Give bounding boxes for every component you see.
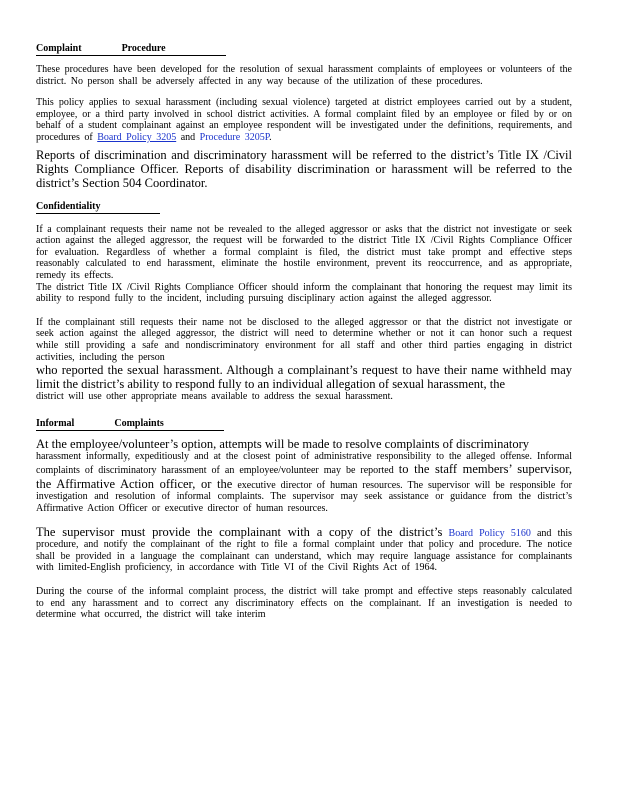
board-policy-3205-link[interactable]: Board Policy 3205 <box>97 131 177 143</box>
informal-complaints-paragraph-1 <box>36 451 572 515</box>
paragraph-text: and <box>180 131 196 143</box>
confidentiality-paragraph-1: If a complainant requests their name not be revealed to the alleged aggressor or asks that the district not investigate or seek action against the alleged aggressor, the request will be forwarded to the district Title IX /Civil Rights Compliance Officer for evaluation. Regardless of whether a formal complaint is filed, the district must take prompt and effective steps reasonably calculated to end harassment, eliminate the hostile environment, prevent its reoccurrence, and as appropriate, remedy its effects. <box>36 223 572 281</box>
paragraph-text: . <box>269 131 272 143</box>
confidentiality-paragraph-3-large: who reported the sexual harassment. Although a complainant’s request to have their name withheld may limit the district’s ability to respond fully to an individual allegation of sexual harassment, the <box>36 363 572 392</box>
informal-complaints-paragraph-2 <box>36 525 572 574</box>
complaint-procedure-heading <box>36 42 226 56</box>
paragraph-text: executive director of human resources. The supervisor will be responsible for investigation and resolution of informal complaints. The supervisor may seek assistance or guidance from the district’s Affirmative Action Officer or executive director of human resources. <box>36 479 572 515</box>
paragraph-text: This policy applies to sexual harassment (including sexual violence) targeted at district employees carried out by a student, employee, or a third party involved in school district activities. A formal complaint filed by an employee or filed by or on behalf of a student complainant against an employee respondent will be investigated under the definitions, requirements, and procedures of <box>36 97 572 143</box>
paragraph-text: harassment informally, expeditiously and at the closest point of administrative responsibility to the alleged offense. Informal complaints of discriminatory harassment of an employee/volunteer may be reported <box>36 450 572 477</box>
board-policy-5160-link[interactable]: Board Policy 5160 <box>448 527 531 539</box>
procedure-3205p-link[interactable]: Procedure 3205P <box>199 131 270 143</box>
confidentiality-paragraph-3: If the complainant still requests their name not be disclosed to the alleged aggressor or that the district not investigate or seek action against the alleged aggressor, the district will need to determine whether or not it can honor such a request while still providing a safe and nondiscriminatory environment for all staff and other third parties engaging in district activities, including the person <box>36 316 572 363</box>
paragraph-text: The supervisor must provide the complainant with a copy of the district’s <box>36 524 443 539</box>
informal-complaints-heading <box>36 417 224 431</box>
confidentiality-heading: Confidentiality <box>36 200 160 214</box>
complaint-procedure-paragraph-1: These procedures have been developed for the resolution of sexual harassment complaints of employees or volunteers of the district. No person shall be adversely affected in any way because of the utilization of these procedures. <box>36 64 572 87</box>
heading-word: Complaints <box>114 417 164 429</box>
paragraph-text: and this procedure, and notify the complainant of the right to file a formal complaint under that policy and procedure. The notice shall be provided in a language the complainant can understand, which may require language assistance for complainants with limited-English proficiency, in accordance with Title VI of the Civil Rights Act of 1964. <box>36 527 573 574</box>
complaint-procedure-paragraph-3: Reports of discrimination and discriminatory harassment will be referred to the district’s Title IX /Civil Rights Compliance Officer. Reports of disability discrimination or harassment will be referred to the district’s Section 504 Coordinator. <box>36 147 572 190</box>
complaint-procedure-paragraph-2 <box>36 97 572 143</box>
heading-word: Complaint <box>36 43 82 54</box>
confidentiality-paragraph-3-tail: district will use other appropriate means available to address the sexual harassment. <box>36 391 393 403</box>
informal-complaints-paragraph-1-large: At the employee/volunteer’s option, attempts will be made to resolve complaints of discriminatory <box>36 436 530 451</box>
paragraph-text: to the staff members’ supervisor, the Affirmative Action officer, or the <box>36 462 573 491</box>
informal-complaints-paragraph-3: During the course of the informal complaint process, the district will take prompt and effective steps reasonably calculated to end any harassment and to correct any discriminatory effects on the complainant. If an investigation is needed to determine what occurred, the district will take interim <box>36 586 572 621</box>
heading-word: Procedure <box>121 43 166 54</box>
confidentiality-paragraph-2: The district Title IX /Civil Rights Compliance Officer should inform the complainant that honoring the request may limit its ability to respond fully to the incident, including pursuing disciplinary action against the alleged aggressor. <box>36 281 572 305</box>
heading-word: Informal <box>36 417 75 429</box>
